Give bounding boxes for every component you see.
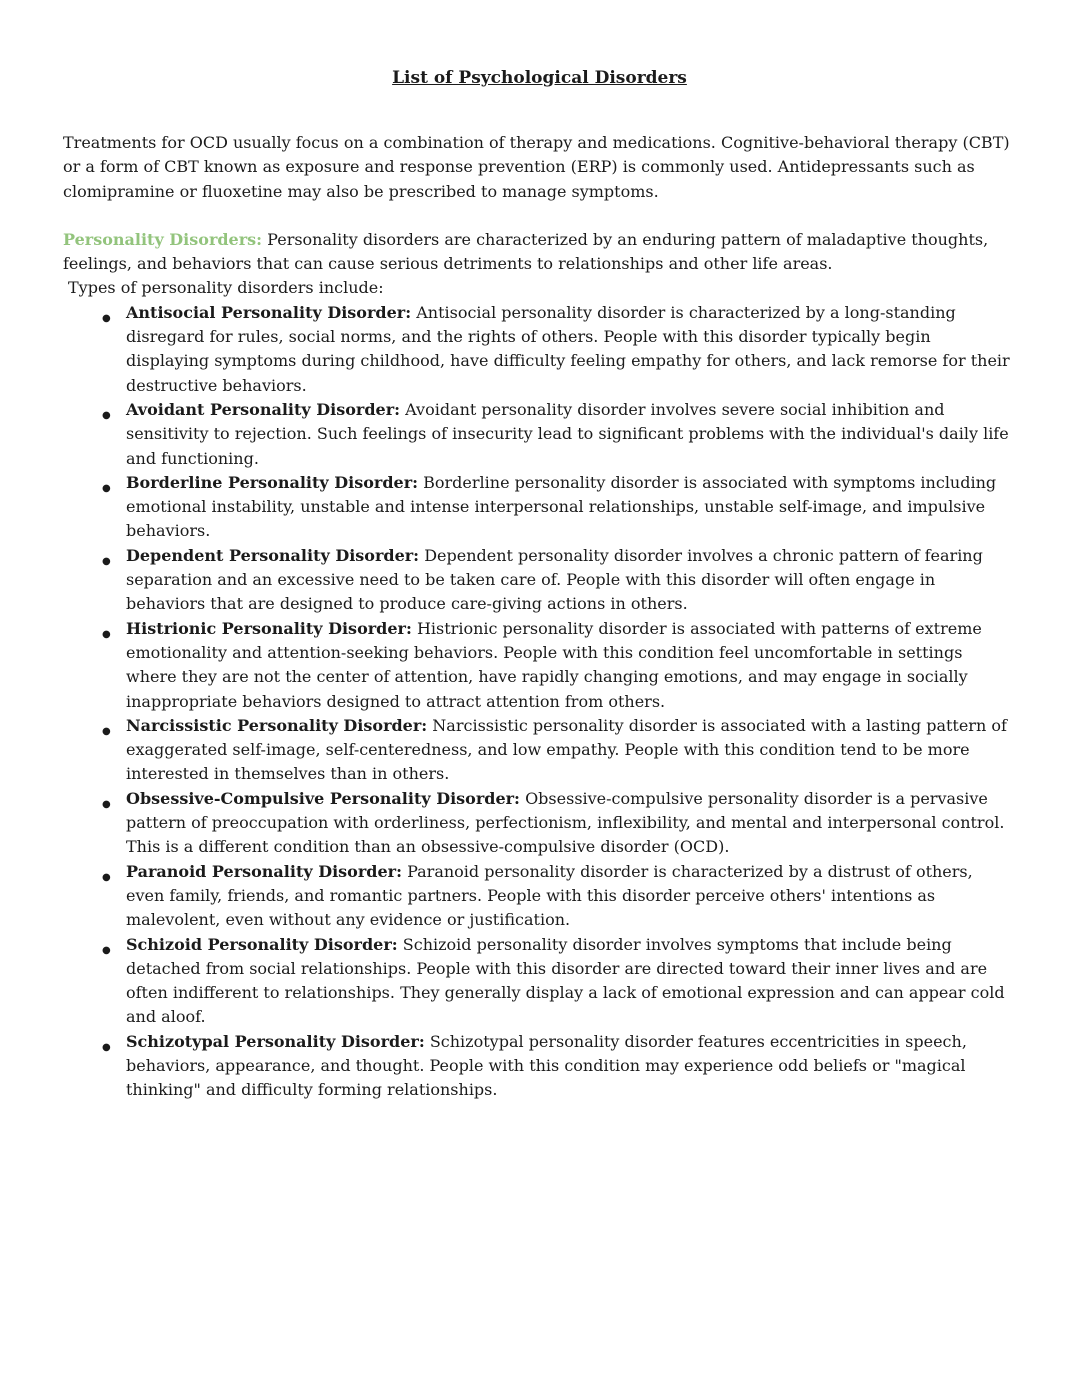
disorder-name: Obsessive-Compulsive Personality Disorder:	[126, 788, 520, 808]
disorder-description: Schizoid personality disorder involves symptoms that include being detached from social relationships. People with this disorder are directed toward their inner lives and are often indifferent to relationships. They generally display a lack of emotional expression and can appear cold and aloof.	[126, 934, 1005, 1027]
disorder-name: Narcissistic Personality Disorder:	[126, 715, 428, 735]
disorder-description: Borderline personality disorder is associated with symptoms including emotional instability, unstable and intense interpersonal relationships, unstable self-image, and impulsive behaviors.	[126, 472, 997, 541]
section-heading: Personality Disorders:	[63, 229, 263, 249]
disorder-name: Schizoid Personality Disorder:	[126, 934, 398, 954]
disorder-description: Avoidant personality disorder involves severe social inhibition and sensitivity to rejection. Such feelings of insecurity lead to significant problems with the individual's daily life and functioning.	[126, 399, 1009, 468]
intro-paragraph: Treatments for OCD usually focus on a combination of therapy and medications. Cognitive-behavioral therapy (CBT) or a form of CBT known as exposure and response prevention (ERP) is commonly used. Antidepressants such as clomipramine or fluoxetine may also be prescribed to manage symptoms.	[63, 133, 1010, 201]
disorder-name: Paranoid Personality Disorder:	[126, 861, 402, 881]
list-item-schizoid	[100, 933, 1016, 1030]
disorder-description: Histrionic personality disorder is associated with patterns of extreme emotionality and attention-seeking behaviors. People with this condition feel uncomfortable in settings where they are not the center of attention, have rapidly changing emotions, and may engage in socially inappropriate behaviors designed to attract attention from others.	[126, 618, 982, 711]
disorder-name: Histrionic Personality Disorder:	[126, 618, 412, 638]
list-item-paranoid	[100, 860, 1016, 933]
list-item-histrionic	[100, 617, 1016, 714]
disorder-description: Narcissistic personality disorder is associated with a lasting pattern of exaggerated self-image, self-centeredness, and low empathy. People with this condition tend to be more interested in themselves than in others.	[126, 715, 1007, 784]
document-title: List of Psychological Disorders	[392, 68, 687, 88]
disorder-name: Antisocial Personality Disorder:	[126, 302, 412, 322]
disorder-name: Borderline Personality Disorder:	[126, 472, 419, 492]
disorder-description: Schizotypal personality disorder features eccentricities in speech, behaviors, appearance, and thought. People with this condition may experience odd beliefs or "magical thinking" and difficulty forming relationships.	[126, 1031, 967, 1100]
disorder-description: Dependent personality disorder involves a chronic pattern of fearing separation and an excessive need to be taken care of. People with this disorder will often engage in behaviors that are designed to produce care-giving actions in others.	[126, 545, 983, 614]
disorder-description: Antisocial personality disorder is characterized by a long-standing disregard for rules, social norms, and the rights of others. People with this disorder typically begin displaying symptoms during childhood, have difficulty feeling empathy for others, and lack remorse for their destructive behaviors.	[126, 302, 1010, 395]
personality-disorders-paragraph	[63, 228, 1016, 277]
list-item-avoidant	[100, 398, 1016, 471]
disorder-description: Paranoid personality disorder is characterized by a distrust of others, even family, friends, and romantic partners. People with this disorder perceive others' intentions as malevolent, even without any evidence or justification.	[126, 861, 973, 930]
list-item-obsessive-compulsive	[100, 787, 1016, 860]
list-item-antisocial	[100, 301, 1016, 398]
list-item-dependent	[100, 544, 1016, 617]
types-intro-line: Types of personality disorders include:	[68, 278, 384, 298]
list-item-narcissistic	[100, 714, 1016, 787]
list-item-schizotypal	[100, 1030, 1016, 1103]
disorders-list	[63, 301, 1016, 1103]
disorder-name: Schizotypal Personality Disorder:	[126, 1031, 425, 1051]
section-body: Personality disorders are characterized by an enduring pattern of maladaptive thoughts, feelings, and behaviors that can cause serious detriments to relationships and other life areas.	[63, 229, 989, 274]
disorder-description: Obsessive-compulsive personality disorder is a pervasive pattern of preoccupation with orderliness, perfectionism, inflexibility, and mental and interpersonal control. This is a different condition than an obsessive-compulsive disorder (OCD).	[126, 788, 1005, 857]
disorder-name: Avoidant Personality Disorder:	[126, 399, 401, 419]
list-item-borderline	[100, 471, 1016, 544]
disorder-name: Dependent Personality Disorder:	[126, 545, 420, 565]
